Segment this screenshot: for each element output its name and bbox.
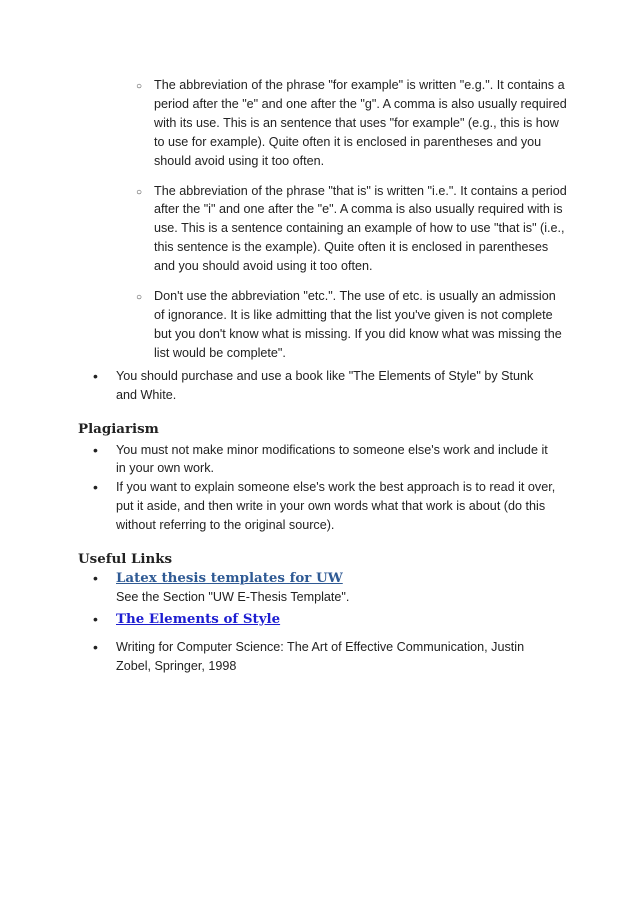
style-book-list [0, 367, 638, 405]
sublist-item-text: The abbreviation of the phrase "for example" is written "e.g.". It contains a period after the "e" and one after the "g". A comma is also usually required with its use. This is an sentence that uses "for example" (e.g., this is how to use for example). Quite often it is enclosed in parentheses and you should avoid using it too often. [154, 78, 567, 168]
bullet-icon: • [93, 479, 98, 496]
latex-templates-note: See the Section "UW E-Thesis Template". [116, 589, 350, 604]
latex-templates-link[interactable]: Latex thesis templates for UW [116, 570, 343, 587]
hollow-circle-bullet-icon: ○ [136, 292, 143, 304]
useful-links-list [0, 569, 638, 676]
useful-links-heading: Useful Links [78, 551, 173, 568]
sublist-item-ie [136, 182, 568, 277]
abbreviation-sublist [0, 76, 638, 363]
list-item-elements-of-style [93, 610, 556, 629]
list-item-style-book [93, 367, 556, 405]
bullet-icon: • [93, 367, 98, 384]
sublist-item-text: Don't use the abbreviation "etc.". The use of etc. is usually an admission of ignorance. It is like admitting that the list you've given is not complete but you don't know what is missing. If you did know what was missing the list would be complete". [154, 289, 562, 360]
sublist-item-etc [136, 287, 568, 363]
bullet-icon: • [93, 638, 98, 655]
hollow-circle-bullet-icon: ○ [136, 186, 143, 198]
list-item-latex-templates [93, 569, 556, 607]
bullet-icon: • [93, 610, 98, 627]
bullet-icon: • [93, 570, 98, 587]
elements-of-style-link[interactable]: The Elements of Style [116, 610, 281, 627]
list-item-plagiarism-1 [93, 441, 556, 479]
list-item-text: You should purchase and use a book like "The Elements of Style" by Stunk and White. [116, 368, 534, 402]
sublist-item-text: The abbreviation of the phrase "that is" is written "i.e.". It contains a period after the "i" and one after the "e". A comma is also usually required with is use. This is a sentence containing an example of how to use "that is" (i.e., this sentence is the example). Quite often it is enclosed in parentheses and you should avoid using it too often. [154, 183, 567, 274]
list-item-writing-book [93, 638, 556, 676]
sublist-item-eg [136, 76, 568, 171]
list-item-plagiarism-2 [93, 478, 556, 535]
plagiarism-list [0, 441, 638, 536]
bullet-icon: • [93, 441, 98, 458]
hollow-circle-bullet-icon: ○ [136, 81, 143, 92]
list-item-text: You must not make minor modifications to someone else's work and include it in your own work. [116, 442, 548, 476]
plagiarism-heading: Plagiarism [78, 420, 159, 437]
list-item-text: If you want to explain someone else's work the best approach is to read it over, put it aside, and then write in your own words what that work is about (do this without referring to the original source). [116, 480, 556, 533]
list-item-text: Writing for Computer Science: The Art of Effective Communication, Justin Zobel, Springer, 1998 [116, 639, 525, 673]
